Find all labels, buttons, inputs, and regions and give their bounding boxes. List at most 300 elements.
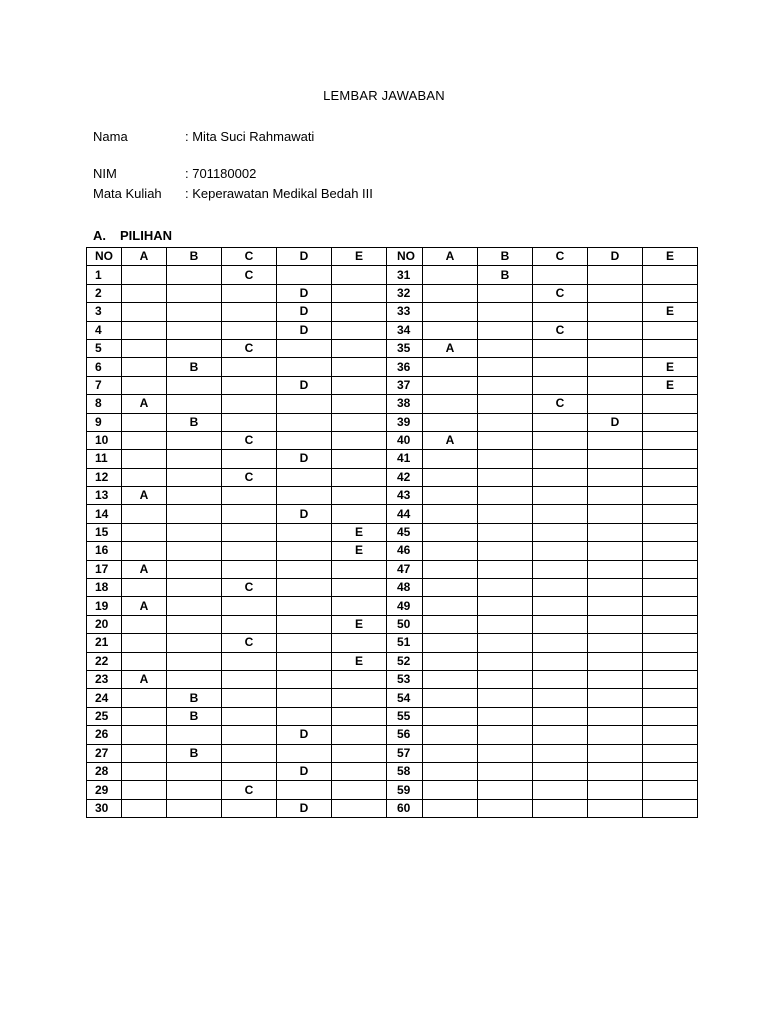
answer-cell-e [332, 450, 387, 468]
answer-cell-e [643, 266, 698, 284]
question-number: 47 [387, 560, 423, 578]
answer-cell-e [332, 781, 387, 799]
answer-cell-b [478, 560, 533, 578]
table-row [87, 707, 698, 725]
answer-cell-a [122, 505, 167, 523]
question-number: 11 [87, 450, 122, 468]
answer-cell-e [643, 505, 698, 523]
answer-cell-e [332, 266, 387, 284]
section-number: A. [93, 228, 106, 243]
table-row [87, 468, 698, 486]
answer-cell-c [222, 505, 277, 523]
answer-cell-c: C [533, 284, 588, 302]
question-number: 43 [387, 487, 423, 505]
header-cell-no: NO [387, 248, 423, 266]
table-row [87, 523, 698, 541]
answer-cell-c [222, 689, 277, 707]
answer-cell-b [478, 799, 533, 817]
answer-cell-b [478, 579, 533, 597]
question-number: 7 [87, 376, 122, 394]
answer-cell-b [167, 615, 222, 633]
answer-cell-a [122, 523, 167, 541]
question-number: 9 [87, 413, 122, 431]
answer-cell-c [533, 744, 588, 762]
answer-cell-c [533, 560, 588, 578]
question-number: 10 [87, 431, 122, 449]
section-heading [93, 228, 172, 243]
answer-cell-c: C [222, 634, 277, 652]
question-number: 27 [87, 744, 122, 762]
answer-cell-d [588, 450, 643, 468]
question-number: 49 [387, 597, 423, 615]
answer-cell-b: B [478, 266, 533, 284]
answer-cell-e [643, 523, 698, 541]
question-number: 53 [387, 670, 423, 688]
answer-cell-e [643, 652, 698, 670]
nim-value: : 701180002 [185, 166, 257, 181]
answer-cell-c [222, 487, 277, 505]
answer-cell-d [588, 615, 643, 633]
answer-cell-b [167, 762, 222, 780]
table-row [87, 560, 698, 578]
table-row [87, 799, 698, 817]
answer-cell-b [167, 266, 222, 284]
answer-cell-d: D [277, 450, 332, 468]
table-row [87, 284, 698, 302]
answer-cell-b [167, 468, 222, 486]
answer-cell-c [222, 560, 277, 578]
answer-cell-c [222, 652, 277, 670]
question-number: 50 [387, 615, 423, 633]
answer-cell-c [222, 321, 277, 339]
answer-cell-c [222, 523, 277, 541]
question-number: 51 [387, 634, 423, 652]
answer-cell-b [478, 670, 533, 688]
answer-cell-b [167, 284, 222, 302]
header-cell-c: C [533, 248, 588, 266]
answer-cell-c [533, 689, 588, 707]
answer-cell-c [533, 634, 588, 652]
answer-cell-c [533, 670, 588, 688]
table-row [87, 358, 698, 376]
answer-cell-b [167, 450, 222, 468]
answer-cell-b [478, 303, 533, 321]
question-number: 32 [387, 284, 423, 302]
answer-cell-d [277, 579, 332, 597]
answer-cell-d: D [277, 376, 332, 394]
answer-cell-b [167, 670, 222, 688]
answer-cell-a [423, 321, 478, 339]
answer-cell-e [332, 358, 387, 376]
answer-cell-d [588, 799, 643, 817]
answer-cell-d [588, 376, 643, 394]
answer-cell-e [643, 707, 698, 725]
answer-cell-d [588, 468, 643, 486]
header-cell-d: D [277, 248, 332, 266]
answer-cell-a [423, 468, 478, 486]
answer-cell-d [588, 726, 643, 744]
question-number: 2 [87, 284, 122, 302]
answer-cell-b [478, 781, 533, 799]
answer-cell-a [423, 634, 478, 652]
answer-cell-c: C [222, 339, 277, 357]
answer-cell-b [478, 505, 533, 523]
question-number: 15 [87, 523, 122, 541]
question-number: 41 [387, 450, 423, 468]
answer-cell-c [222, 597, 277, 615]
question-number: 1 [87, 266, 122, 284]
header-cell-b: B [478, 248, 533, 266]
header-row [87, 248, 698, 266]
answer-cell-b [167, 321, 222, 339]
answer-cell-c [533, 376, 588, 394]
answer-cell-d [588, 670, 643, 688]
answer-cell-a [122, 542, 167, 560]
table-row [87, 339, 698, 357]
answer-cell-d [588, 266, 643, 284]
answer-cell-a [122, 707, 167, 725]
answer-cell-e [643, 339, 698, 357]
answer-cell-a: A [423, 339, 478, 357]
question-number: 18 [87, 579, 122, 597]
question-number: 21 [87, 634, 122, 652]
course-label: Mata Kuliah [93, 186, 162, 201]
question-number: 4 [87, 321, 122, 339]
answer-cell-c [222, 395, 277, 413]
answer-cell-a [423, 579, 478, 597]
answer-cell-d [588, 744, 643, 762]
answer-cell-b [478, 744, 533, 762]
answer-cell-b [478, 395, 533, 413]
answer-cell-a [122, 303, 167, 321]
answer-cell-c: C [222, 579, 277, 597]
answer-cell-e [332, 799, 387, 817]
answer-cell-a [423, 376, 478, 394]
header-cell-d: D [588, 248, 643, 266]
answer-cell-a [122, 615, 167, 633]
answer-cell-d: D [277, 726, 332, 744]
question-number: 25 [87, 707, 122, 725]
answer-cell-c [533, 597, 588, 615]
answer-cell-b [167, 523, 222, 541]
answer-cell-a [423, 707, 478, 725]
answer-cell-e [332, 395, 387, 413]
answer-cell-d: D [277, 505, 332, 523]
answer-cell-d [277, 634, 332, 652]
answer-cell-b [167, 579, 222, 597]
answer-cell-a [122, 413, 167, 431]
answer-cell-a [423, 266, 478, 284]
answer-cell-b [478, 376, 533, 394]
header-cell-a: A [423, 248, 478, 266]
answer-cell-d [277, 431, 332, 449]
answer-cell-a [423, 542, 478, 560]
answer-cell-e [643, 799, 698, 817]
table-row [87, 321, 698, 339]
question-number: 42 [387, 468, 423, 486]
answer-cell-b [478, 689, 533, 707]
answer-cell-c [222, 376, 277, 394]
table-row [87, 303, 698, 321]
answer-cell-c [222, 799, 277, 817]
table-row [87, 376, 698, 394]
answer-cell-b [478, 707, 533, 725]
answer-cell-a [122, 781, 167, 799]
answer-cell-e [643, 450, 698, 468]
answer-cell-c [533, 468, 588, 486]
answer-cell-e [643, 744, 698, 762]
answer-cell-d [588, 487, 643, 505]
answer-cell-e [643, 670, 698, 688]
answer-cell-e [332, 321, 387, 339]
table-row [87, 670, 698, 688]
question-number: 56 [387, 726, 423, 744]
answer-cell-e [643, 579, 698, 597]
answer-cell-a [122, 726, 167, 744]
answer-cell-e [332, 468, 387, 486]
answer-cell-e [332, 339, 387, 357]
answer-cell-b [167, 542, 222, 560]
answer-cell-d [277, 542, 332, 560]
answer-cell-c [533, 523, 588, 541]
answer-cell-e [643, 560, 698, 578]
answer-cell-e [332, 560, 387, 578]
answer-cell-b [167, 652, 222, 670]
name-label: Nama [93, 129, 128, 144]
answer-cell-a [122, 431, 167, 449]
answer-cell-a: A [122, 670, 167, 688]
header-cell-b: B [167, 248, 222, 266]
answer-cell-c: C [222, 468, 277, 486]
table-row [87, 652, 698, 670]
answer-cell-a [423, 413, 478, 431]
header-cell-e: E [332, 248, 387, 266]
answer-cell-d [277, 744, 332, 762]
answer-cell-d [588, 652, 643, 670]
table-row [87, 413, 698, 431]
answer-cell-d [277, 395, 332, 413]
answer-cell-a [423, 670, 478, 688]
answer-cell-e [643, 689, 698, 707]
nim-label: NIM [93, 166, 117, 181]
answer-cell-e [332, 505, 387, 523]
answer-cell-b [478, 615, 533, 633]
question-number: 39 [387, 413, 423, 431]
answer-cell-c [533, 707, 588, 725]
question-number: 31 [387, 266, 423, 284]
table-row [87, 579, 698, 597]
answer-cell-b [167, 634, 222, 652]
answer-cell-e [332, 579, 387, 597]
answer-cell-a: A [122, 487, 167, 505]
answer-cell-e [332, 376, 387, 394]
answer-cell-e [643, 726, 698, 744]
answer-cell-a [122, 358, 167, 376]
answer-cell-a [423, 560, 478, 578]
answer-cell-c [533, 358, 588, 376]
answer-cell-c [533, 579, 588, 597]
answer-cell-e [643, 487, 698, 505]
answer-cell-b [478, 726, 533, 744]
answer-cell-c [533, 450, 588, 468]
question-number: 38 [387, 395, 423, 413]
question-number: 59 [387, 781, 423, 799]
answer-cell-a [423, 762, 478, 780]
answer-cell-a [423, 450, 478, 468]
question-number: 17 [87, 560, 122, 578]
answer-cell-b [478, 339, 533, 357]
answer-cell-b [167, 505, 222, 523]
answer-cell-c [533, 487, 588, 505]
answer-cell-d [277, 670, 332, 688]
answer-cell-c [533, 799, 588, 817]
table-row [87, 615, 698, 633]
table-row [87, 689, 698, 707]
answer-cell-a [122, 634, 167, 652]
question-number: 44 [387, 505, 423, 523]
answer-cell-d [277, 487, 332, 505]
answer-cell-a [423, 615, 478, 633]
answer-cell-e [332, 487, 387, 505]
answer-cell-b [478, 450, 533, 468]
answer-cell-c [533, 781, 588, 799]
answer-cell-e: E [332, 523, 387, 541]
answer-cell-e [643, 615, 698, 633]
answer-cell-d [588, 431, 643, 449]
header-cell-no: NO [87, 248, 122, 266]
question-number: 30 [87, 799, 122, 817]
answer-cell-b [167, 339, 222, 357]
answer-cell-c [222, 670, 277, 688]
answer-cell-d [277, 468, 332, 486]
table-row [87, 744, 698, 762]
question-number: 48 [387, 579, 423, 597]
answer-cell-a [122, 689, 167, 707]
answer-cell-c [222, 542, 277, 560]
answer-cell-d [588, 358, 643, 376]
table-row [87, 266, 698, 284]
answer-cell-c [533, 615, 588, 633]
answer-cell-b [167, 395, 222, 413]
answer-cell-e [332, 744, 387, 762]
header-cell-c: C [222, 248, 277, 266]
answer-cell-e [643, 597, 698, 615]
answer-cell-d [277, 597, 332, 615]
question-number: 13 [87, 487, 122, 505]
answer-cell-d [277, 707, 332, 725]
answer-cell-a [122, 376, 167, 394]
header-cell-e: E [643, 248, 698, 266]
answer-cell-d [588, 781, 643, 799]
answer-cell-d [277, 689, 332, 707]
answer-cell-b [478, 284, 533, 302]
question-number: 20 [87, 615, 122, 633]
answer-cell-d [588, 321, 643, 339]
answer-cell-c: C [222, 431, 277, 449]
answer-cell-b [167, 303, 222, 321]
answer-cell-b [478, 762, 533, 780]
answer-cell-e [643, 762, 698, 780]
answer-cell-d: D [277, 284, 332, 302]
answer-cell-b: B [167, 358, 222, 376]
table-row [87, 395, 698, 413]
question-number: 60 [387, 799, 423, 817]
answer-cell-b [167, 560, 222, 578]
question-number: 36 [387, 358, 423, 376]
question-number: 37 [387, 376, 423, 394]
answer-cell-c [533, 303, 588, 321]
answer-cell-d: D [277, 303, 332, 321]
answer-cell-e [332, 670, 387, 688]
question-number: 40 [387, 431, 423, 449]
table-row [87, 450, 698, 468]
table-row [87, 762, 698, 780]
nim-row [93, 166, 256, 181]
answer-cell-d [277, 781, 332, 799]
answer-cell-a [122, 799, 167, 817]
answer-cell-a: A [122, 395, 167, 413]
answer-cell-b: B [167, 744, 222, 762]
answer-cell-c [533, 266, 588, 284]
answer-cell-a: A [122, 597, 167, 615]
answer-cell-d [588, 542, 643, 560]
answer-cell-d [588, 523, 643, 541]
answer-cell-b [167, 597, 222, 615]
answer-cell-b [478, 431, 533, 449]
page-title: LEMBAR JAWABAN [323, 88, 445, 103]
answer-cell-d [277, 615, 332, 633]
answer-cell-e [332, 284, 387, 302]
answer-cell-e [643, 431, 698, 449]
answer-cell-d [277, 560, 332, 578]
answer-cell-c [533, 652, 588, 670]
answer-cell-e: E [332, 542, 387, 560]
answer-cell-c: C [222, 266, 277, 284]
answer-cell-d [277, 339, 332, 357]
answer-cell-c [533, 542, 588, 560]
answer-cell-c [222, 726, 277, 744]
answer-cell-c: C [533, 395, 588, 413]
question-number: 57 [387, 744, 423, 762]
answer-cell-c [222, 413, 277, 431]
answer-cell-a [423, 284, 478, 302]
answer-cell-c [533, 413, 588, 431]
table-row [87, 431, 698, 449]
answer-cell-a [122, 762, 167, 780]
answer-cell-d: D [588, 413, 643, 431]
question-number: 3 [87, 303, 122, 321]
question-number: 46 [387, 542, 423, 560]
question-number: 14 [87, 505, 122, 523]
table-row [87, 487, 698, 505]
answer-cell-d: D [277, 321, 332, 339]
answer-cell-c [533, 505, 588, 523]
answer-cell-b [478, 487, 533, 505]
answer-cell-a [122, 579, 167, 597]
answer-cell-d [277, 266, 332, 284]
header-cell-a: A [122, 248, 167, 266]
course-row [93, 186, 373, 201]
answer-cell-e: E [643, 358, 698, 376]
answer-cell-b: B [167, 413, 222, 431]
answer-cell-b [478, 358, 533, 376]
answer-cell-d [588, 762, 643, 780]
answer-cell-a [423, 744, 478, 762]
question-number: 52 [387, 652, 423, 670]
answer-cell-e: E [332, 615, 387, 633]
question-number: 29 [87, 781, 122, 799]
answer-cell-e [332, 597, 387, 615]
